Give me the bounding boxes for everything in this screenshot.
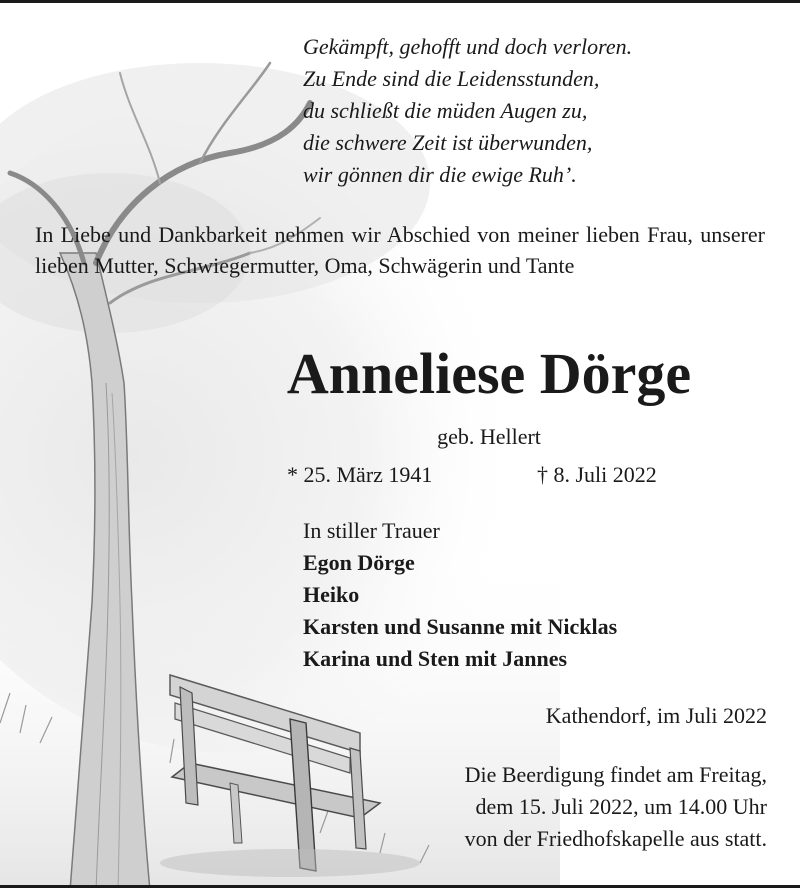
place-and-date: Kathendorf, im Juli 2022 bbox=[545, 703, 767, 728]
poem bbox=[303, 31, 632, 191]
mourner-name: Heiko bbox=[303, 582, 360, 607]
poem-line: die schwere Zeit ist überwunden, bbox=[303, 130, 593, 155]
funeral-line: Die Beerdigung findet am Freitag, bbox=[464, 762, 767, 787]
birth-date: * 25. März 1941 bbox=[287, 462, 433, 487]
mourners-block bbox=[303, 515, 617, 675]
poem-line: Gekämpft, gehofft und doch verloren. bbox=[303, 34, 633, 59]
intro-text: In Liebe und Dankbarkeit nehmen wir Abschied von meiner lieben Frau, unserer lieben Mutter, Schwiegermutter, Oma, Schwägerin und Tante bbox=[35, 222, 765, 278]
mourner-name: Karsten und Susanne mit Nicklas bbox=[303, 614, 618, 639]
maiden-name: geb. Hellert bbox=[437, 424, 541, 449]
death-date: † 8. Juli 2022 bbox=[537, 462, 657, 487]
mourner-name: Karina und Sten mit Jannes bbox=[303, 646, 568, 671]
poem-line: wir gönnen dir die ewige Ruh’. bbox=[303, 162, 577, 187]
funeral-info bbox=[465, 759, 767, 855]
poem-line: du schließt die müden Augen zu, bbox=[303, 98, 588, 123]
poem-line: Zu Ende sind die Leidensstunden, bbox=[303, 66, 600, 91]
funeral-line: von der Friedhofskapelle aus statt. bbox=[464, 826, 767, 851]
funeral-line: dem 15. Juli 2022, um 14.00 Uhr bbox=[475, 794, 767, 819]
deceased-name: Anneliese Dörge bbox=[286, 341, 692, 406]
mourner-name: Egon Dörge bbox=[303, 550, 415, 575]
mourners-heading: In stiller Trauer bbox=[303, 518, 440, 543]
